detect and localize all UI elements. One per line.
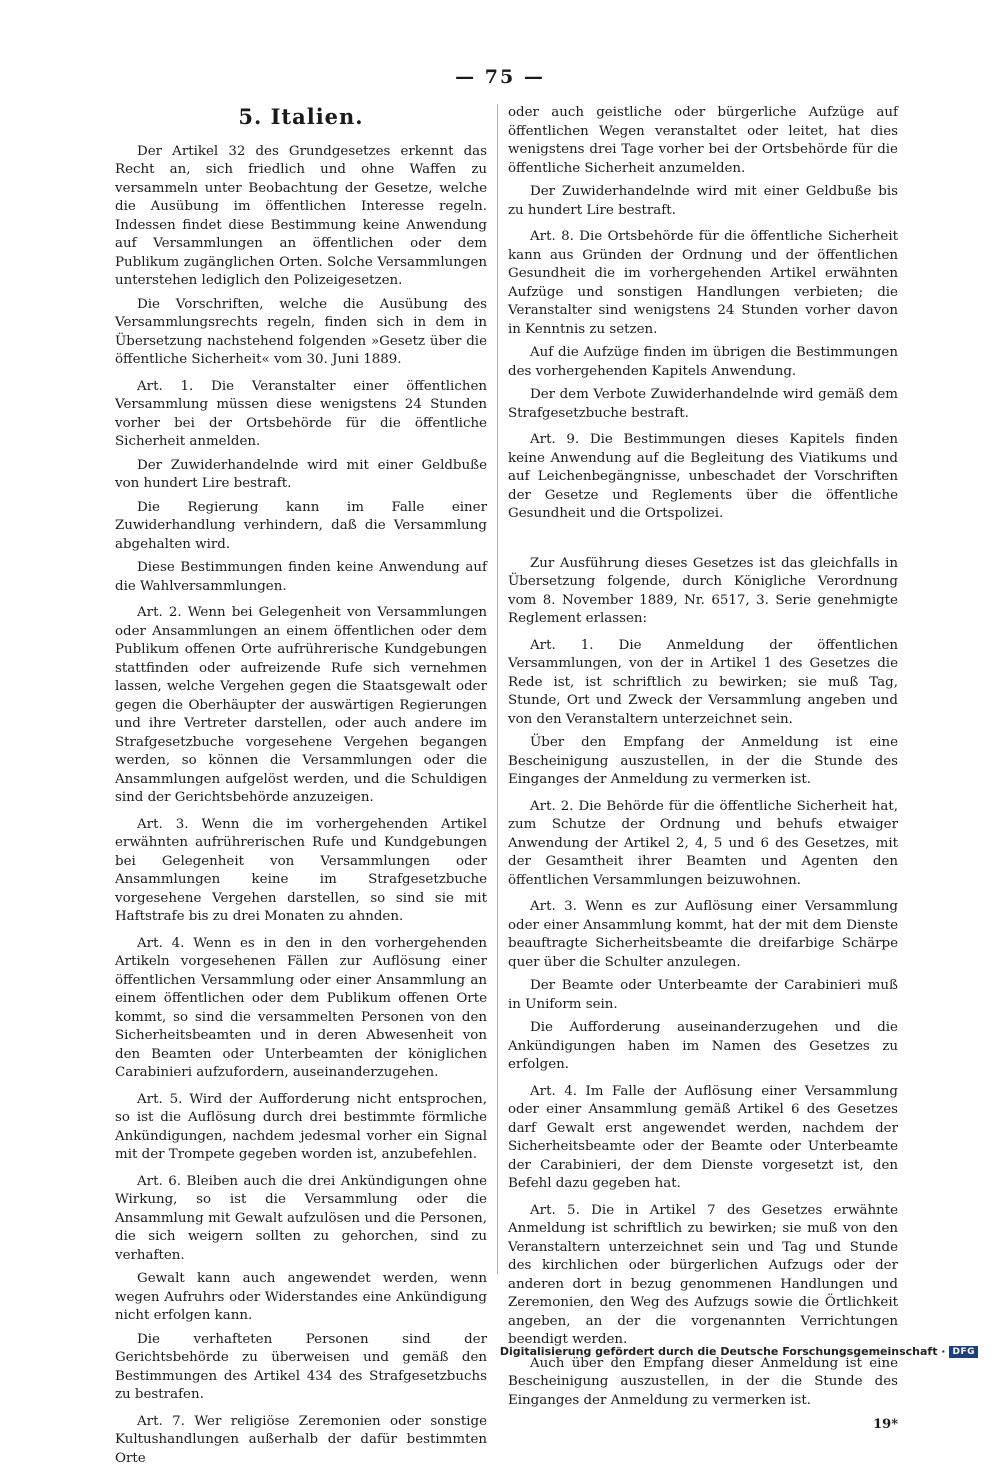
paragraph: Art. 1. Die Anmeldung der öffentlichen Versammlungen, von der in Artikel 1 des Gesetzes die Rede ist, ist schriftlich zu bewirken; sie muß Tag, Stunde, Ort und Zweck der Versammlung angeben und von den Veranstaltern unterzeichnet sein. — [508, 637, 898, 727]
paragraph: Art. 1. Die Veranstalter einer öffentlichen Versammlung müssen diese wenigstens 24 Stunden vorher bei der Ortsbehörde für die öffentliche Sicherheit anmelden. — [115, 378, 487, 449]
paragraph: Der dem Verbote Zuwiderhandelnde wird gemäß dem Strafgesetzbuche bestraft. — [508, 387, 898, 421]
paragraph: Art. 2. Die Behörde für die öffentliche Sicherheit hat, zum Schutze der Ordnung und behufs etwaiger Anwendung der Artikel 2, 4, 5 und 6 des Gesetzes, mit der Gesamtheit ihrer Beamten und Agenten den öffentlichen Versammlungen beizuwohnen. — [508, 798, 898, 888]
paragraph: Art. 9. Die Bestimmungen dieses Kapitels finden keine Anwendung auf die Begleitung des Viatikums und auf Leichenbegängnisse, unbeschadet der Vorschriften der Gesetze und Reglements über die öffentliche Gesundheit und die Ortspolizei. — [508, 432, 898, 521]
paragraph: Art. 7. Wer religiöse Zeremonien oder sonstige Kultushandlungen außerhalb der dafür bestimmten Orte — [115, 1413, 487, 1466]
paragraph: Art. 8. Die Ortsbehörde für die öffentliche Sicherheit kann aus Gründen der Ordnung und der öffentlichen Gesundheit die im vorhergehenden Artikel erwähnten Aufzüge und sonstigen Handlungen verbieten; die Veranstalter sind wenigstens 24 Stunden vorher davon in Kenntnis zu setzen. — [508, 229, 898, 337]
footer-text: Digitalisierung gefördert durch die Deutsche Forschungsgemeinschaft · — [499, 1345, 946, 1358]
paragraph: Art. 4. Wenn es in den in den vorhergehenden Artikeln vorgesehenen Fällen zur Auflösung einer öffentlichen Versammlung oder einer Ansammlung an einem öffentlichen oder dem Publikum offenen Orte kommt, so sind die versammelten Personen von den Sicherheitsbeamten und in deren Abwesenheit von den Beamten oder Unterbeamten der königlichen Carabinieri aufzufordern, auseinanderzugehen. — [115, 935, 487, 1080]
paragraph: Der Zuwiderhandelnde wird mit einer Geldbuße von hundert Lire bestraft. — [115, 457, 487, 491]
left-column — [115, 104, 487, 1473]
dfg-logo: DFG — [949, 1346, 978, 1358]
paragraph: Zur Ausführung dieses Gesetzes ist das gleichfalls in Übersetzung folgende, durch Königliche Verordnung vom 8. November 1889, Nr. 6517, 3. Serie genehmigte Reglement erlassen: — [508, 555, 898, 626]
footer-credit — [500, 1345, 978, 1358]
paragraph: Die Vorschriften, welche die Ausübung des Versammlungsrechts regeln, finden sich in dem in Übersetzung nachstehend folgenden »Gesetz über die öffentliche Sicherheit« vom 30. Juni 1889. — [115, 296, 487, 367]
paragraph: Art. 5. Wird der Aufforderung nicht entsprochen, so ist die Auflösung durch drei bestimmte förmliche Ankündigungen, nachdem jedesmal vorher ein Signal mit der Trompete gegeben worden ist, anzubefehlen. — [115, 1091, 487, 1162]
paragraph: Die verhafteten Personen sind der Gerichtsbehörde zu überweisen und gemäß den Bestimmungen des Artikel 434 des Strafgesetzbuchs zu bestrafen. — [115, 1331, 487, 1402]
paragraph: Der Zuwiderhandelnde wird mit einer Geldbuße bis zu hundert Lire bestraft. — [508, 184, 898, 218]
paragraph: Art. 6. Bleiben auch die drei Ankündigungen ohne Wirkung, so ist die Versammlung oder die Ansammlung mit Gewalt aufzulösen und die Personen, die sich weigern sollten zu gehorchen, sind zu verhaften. — [115, 1173, 487, 1263]
paragraph: Art. 4. Im Falle der Auflösung einer Versammlung oder einer Ansammlung gemäß Artikel 6 des Gesetzes darf Gewalt erst angewendet werden, nachdem der Sicherheitsbeamte oder der Beamte oder Unterbeamte der Carabinieri, der dem Dienste vorgesetzt ist, den Befehl dazu gegeben hat. — [508, 1083, 898, 1191]
paragraph: Die Aufforderung auseinanderzugehen und die Ankündigungen haben im Namen des Gesetzes zu erfolgen. — [508, 1020, 898, 1072]
section-spacer — [508, 529, 898, 555]
paragraph: Art. 5. Die in Artikel 7 des Gesetzes erwähnte Anmeldung ist schriftlich zu bewirken; sie muß von den Veranstaltern unterzeichnet sein und Tag und Stunde des kirchlichen oder bürgerlichen Aufzugs oder der anderen dort in bezug genommenen Handlungen und Zeremonien, den Weg des Aufzugs sowie die Örtlichkeit angeben, an der die vorgenannten Verrichtungen beendigt werden. — [508, 1202, 898, 1347]
page-number: — 75 — — [455, 66, 545, 88]
paragraph: Gewalt kann auch angewendet werden, wenn wegen Aufruhrs oder Widerstandes eine Ankündigung nicht erfolgen kann. — [115, 1271, 487, 1323]
paragraph: Art. 3. Wenn es zur Auflösung einer Versammlung oder einer Ansammlung kommt, hat der mit dem Dienste beauftragte Sicherheitsbeamte die dreifarbige Schärpe quer über die Schulter anzulegen. — [508, 899, 898, 970]
signature-mark: 19* — [873, 1417, 898, 1432]
paragraph: Der Artikel 32 des Grundgesetzes erkennt das Recht an, sich friedlich und ohne Waffen zu versammeln unter Beobachtung der Gesetze, welche die Ausübung im öffentlichen Interesse regeln. Indessen findet diese Bestimmung keine Anwendung auf Versammlungen an öffentlichen oder dem Publikum zugänglichen Orten. Solche Versammlungen unterstehen lediglich den Polizeigesetzen. — [115, 143, 487, 288]
paragraph: Die Regierung kann im Falle einer Zuwiderhandlung verhindern, daß die Versammlung abgehalten wird. — [115, 499, 487, 552]
section-title: 5. Italien. — [238, 104, 364, 129]
paragraph: Diese Bestimmungen finden keine Anwendung auf die Wahlversammlungen. — [115, 560, 487, 594]
right-column — [508, 104, 898, 1435]
paragraph: Art. 2. Wenn bei Gelegenheit von Versammlungen oder Ansammlungen an einem öffentlichen oder dem Publikum offenen Orte aufrührerische Kundgebungen stattfinden oder aufreizende Rufe sich vernehmen lassen, welche Vergehen gegen die Staatsgewalt oder gegen die Oberhäupter der auswärtigen Regierungen und ihre Vertreter darstellen, oder auch andere im Strafgesetzbuche vorgesehene Vergehen begangen werden, so können die Versammlungen oder die Ansammlungen aufgelöst werden, und die Schuldigen sind der Gerichtsbehörde anzuzeigen. — [115, 605, 487, 805]
paragraph: Auch über den Empfang dieser Anmeldung ist eine Bescheinigung auszustellen, in der die Stunde des Einganges der Anmeldung zu vermerken ist. — [508, 1355, 898, 1408]
column-divider — [497, 104, 498, 1274]
paragraph: Über den Empfang der Anmeldung ist eine Bescheinigung auszustellen, in der die Stunde des Einganges der Anmeldung zu vermerken ist. — [508, 735, 898, 787]
paragraph: Art. 3. Wenn die im vorhergehenden Artikel erwähnten aufrührerischen Rufe und Kundgebungen bei Gelegenheit von Versammlungen oder Ansammlungen keine im Strafgesetzbuche vorgesehene Vergehen darstellen, so sind sie mit Haftstrafe bis zu drei Monaten zu ahnden. — [115, 816, 487, 924]
paragraph: oder auch geistliche oder bürgerliche Aufzüge auf öffentlichen Wegen veranstaltet oder leitet, hat dies wenigstens drei Tage vorher bei der Ortsbehörde für die öffentliche Sicherheit anzumelden. — [508, 105, 898, 176]
paragraph: Auf die Aufzüge finden im übrigen die Bestimmungen des vorhergehenden Kapitels Anwendung. — [508, 345, 898, 379]
paragraph: Der Beamte oder Unterbeamte der Carabinieri muß in Uniform sein. — [508, 978, 898, 1012]
